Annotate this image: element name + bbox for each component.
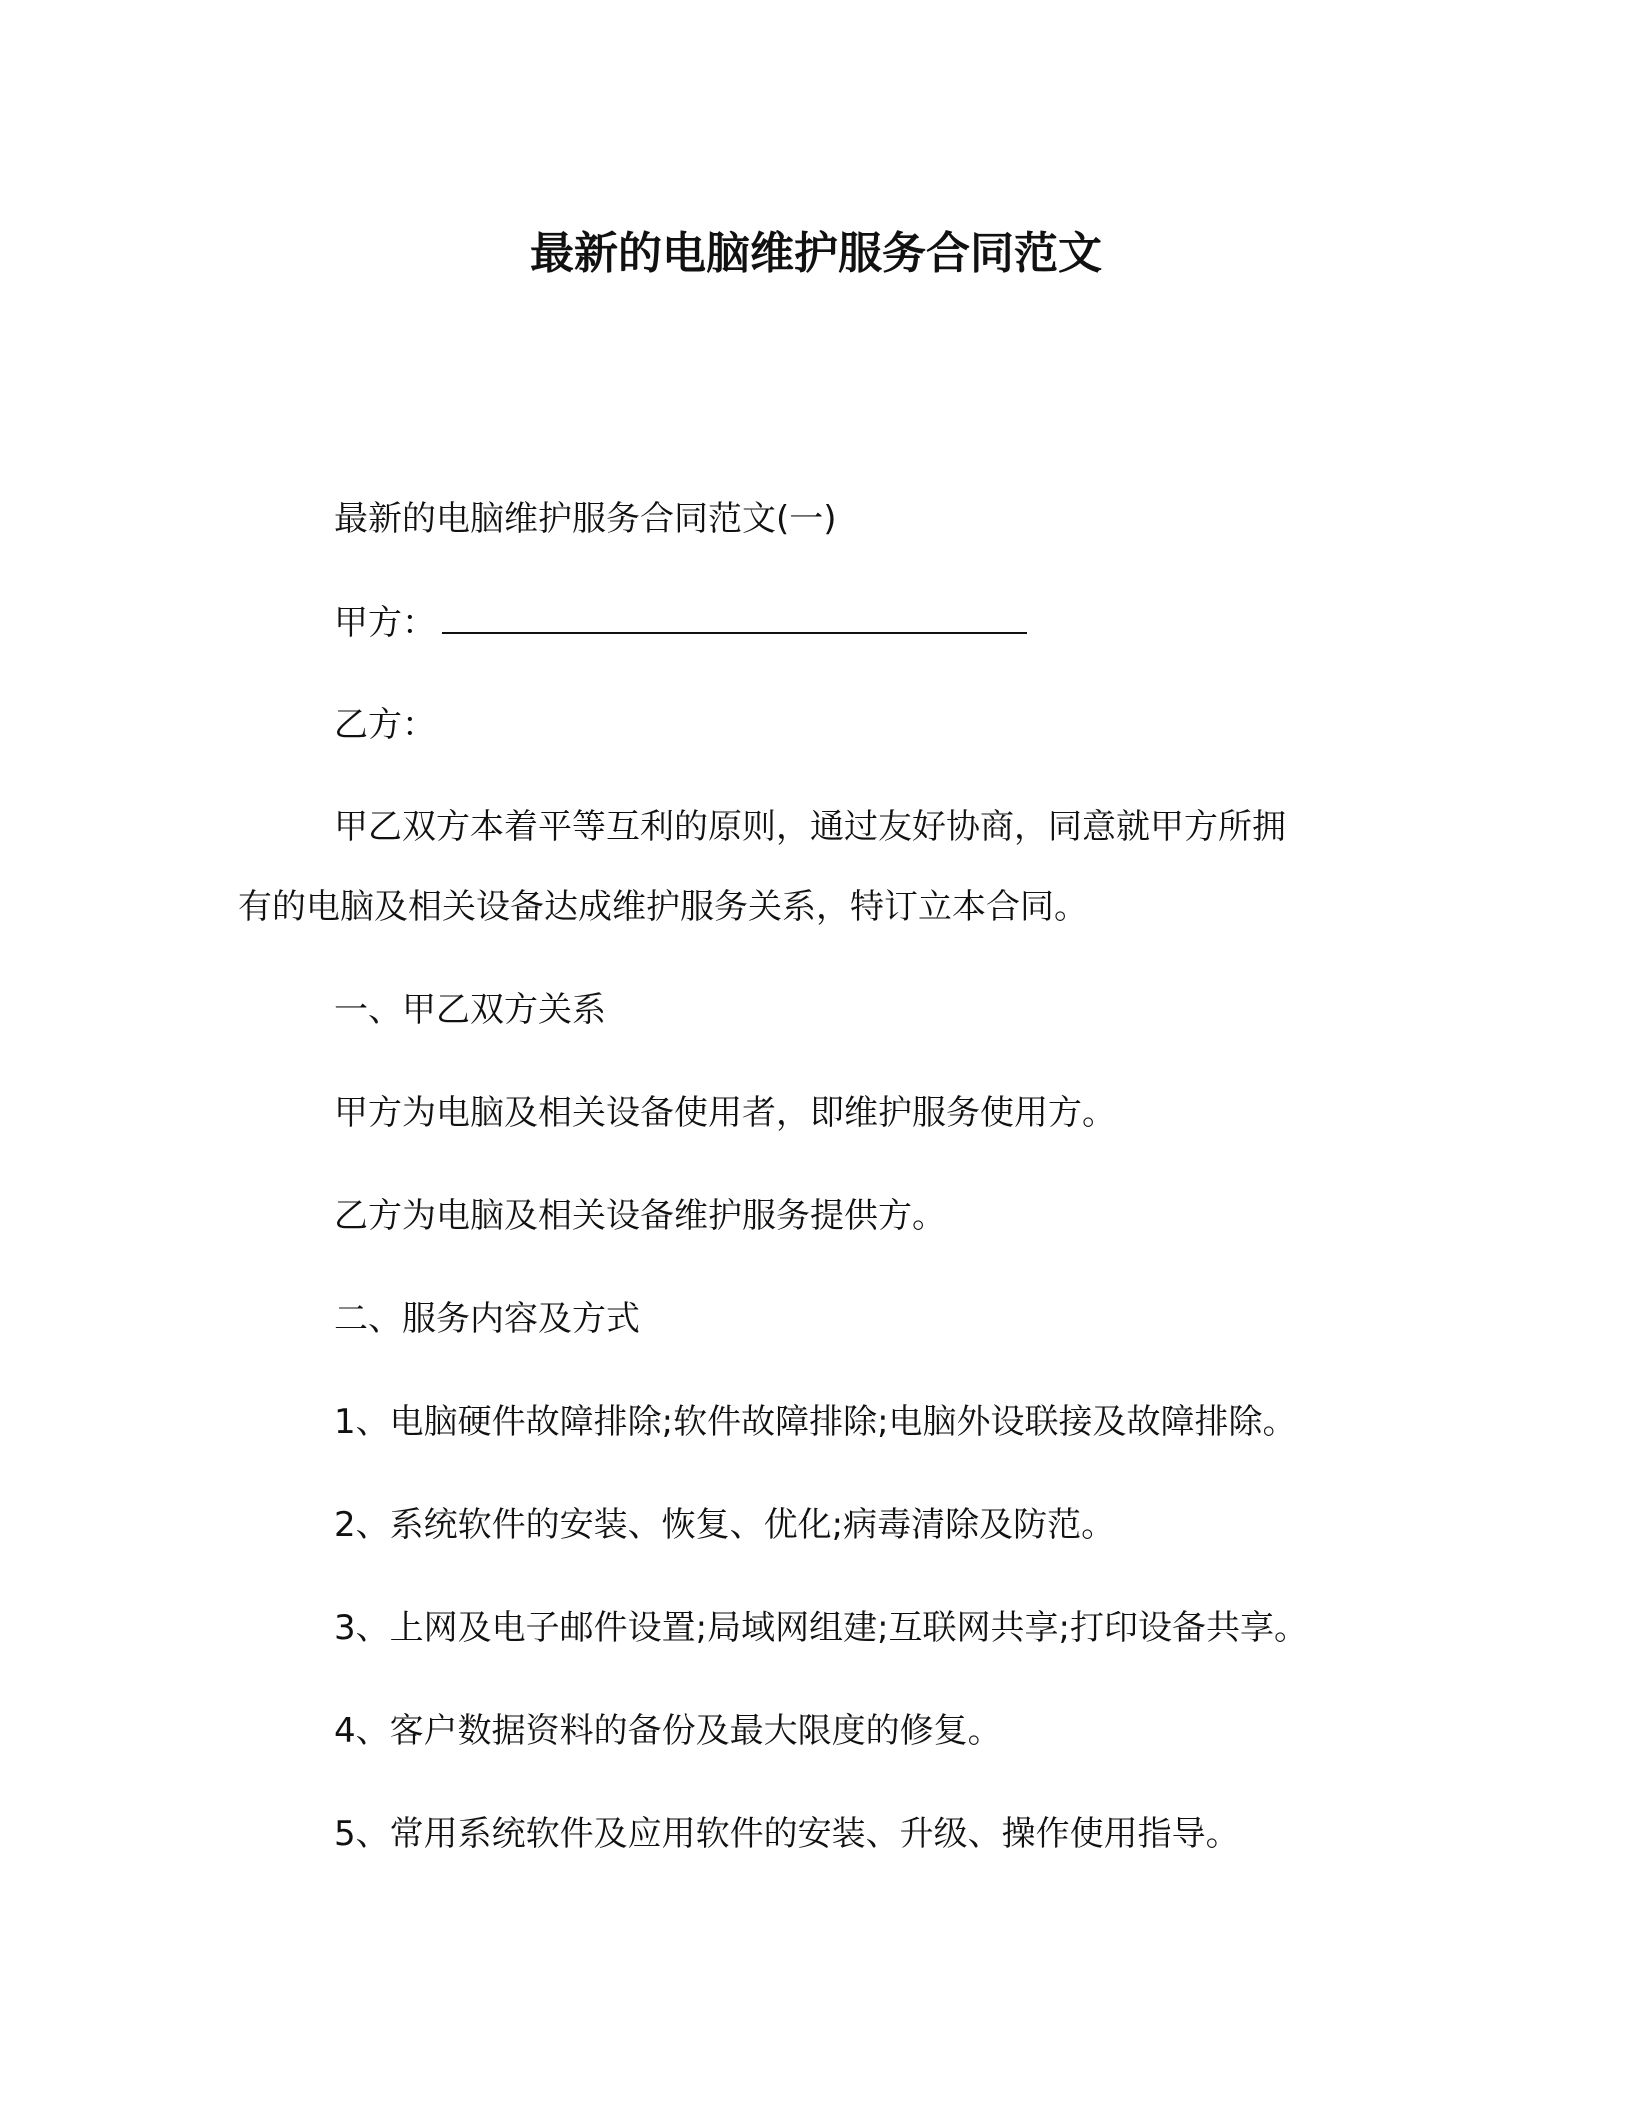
intro-paragraph-line-2: 有的电脑及相关设备达成维护服务关系，特订立本合同。: [238, 887, 1088, 927]
service-item-1: 1、电脑硬件故障排除;软件故障排除;电脑外设联接及故障排除。: [334, 1402, 1297, 1442]
service-item-2: 2、系统软件的安装、恢复、优化;病毒清除及防范。: [334, 1505, 1116, 1545]
intro-paragraph-line-1: 甲乙双方本着平等互利的原则，通过友好协商，同意就甲方所拥: [334, 807, 1286, 847]
section-heading-services: 二、服务内容及方式: [334, 1299, 640, 1339]
party-a-blank: [442, 602, 1027, 634]
relationship-paragraph-a: 甲方为电脑及相关设备使用者，即维护服务使用方。: [334, 1093, 1116, 1133]
service-item-4: 4、客户数据资料的备份及最大限度的修复。: [334, 1711, 1002, 1751]
contract-subtitle: 最新的电脑维护服务合同范文(一): [334, 499, 837, 539]
service-item-3: 3、上网及电子邮件设置;局域网组建;互联网共享;打印设备共享。: [334, 1608, 1308, 1648]
party-a-line: [334, 601, 1027, 645]
document-title: 最新的电脑维护服务合同范文: [530, 228, 1102, 279]
section-heading-relationship: 一、甲乙双方关系: [334, 990, 606, 1030]
party-a-label: 甲方：: [334, 603, 436, 643]
party-b-label: 乙方：: [334, 705, 436, 745]
relationship-paragraph-b: 乙方为电脑及相关设备维护服务提供方。: [334, 1196, 946, 1236]
service-item-5: 5、常用系统软件及应用软件的安装、升级、操作使用指导。: [334, 1814, 1240, 1854]
